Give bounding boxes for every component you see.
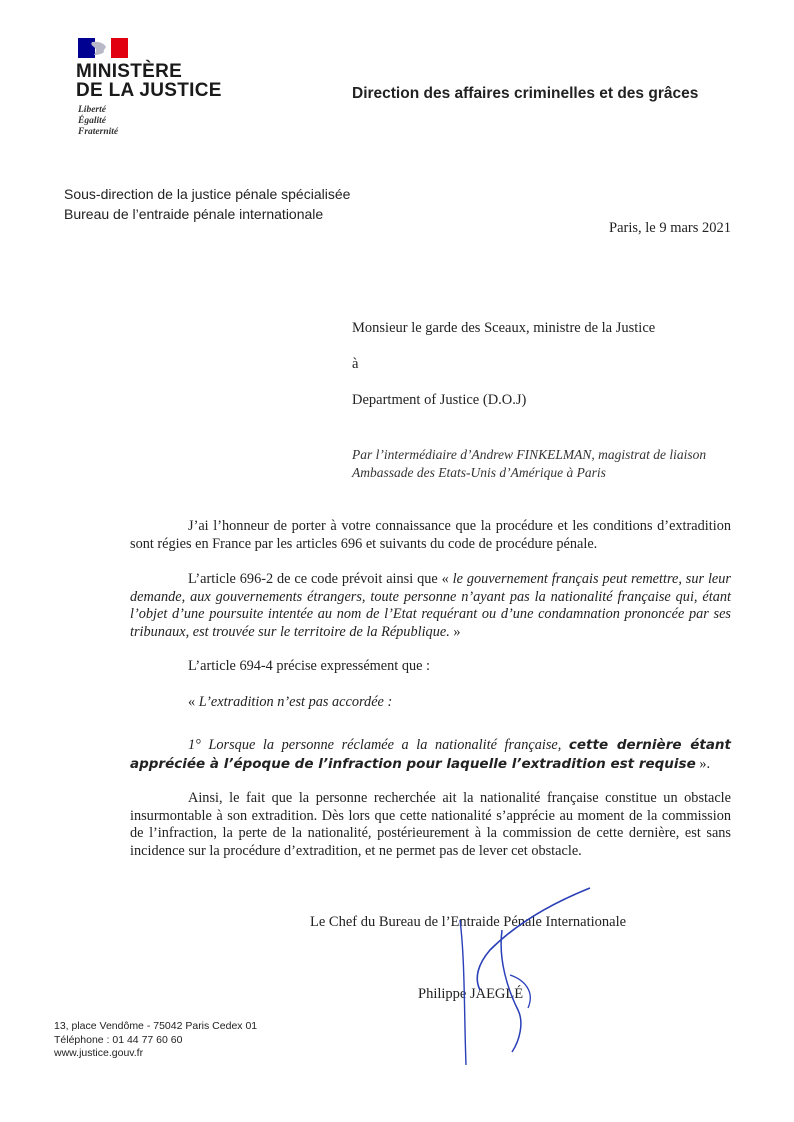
p2-intro: L’article 696-2 de ce code prévoit ainsi que « xyxy=(188,571,453,587)
handwritten-signature xyxy=(440,880,610,1070)
republic-motto xyxy=(78,105,118,138)
body-paragraph-1: J’ai l’honneur de porter à votre connaissance que la procédure et les conditions d’extradition sont régies en France par les articles 696 et suivants du code de procédure pénale. xyxy=(130,518,731,552)
p4-quote: L’extradition n’est pas accordée : xyxy=(198,694,393,710)
footer-contact xyxy=(54,1020,257,1061)
signature-stroke-2 xyxy=(460,920,466,1065)
sender-block xyxy=(64,184,350,224)
body-paragraph-3: L’article 694-4 précise expressément que : xyxy=(188,658,431,674)
letter-date: Paris, le 9 mars 2021 xyxy=(609,220,732,236)
motto-egalite: Égalité xyxy=(78,116,106,126)
flag-blue-band xyxy=(78,38,95,58)
p2-end: » xyxy=(449,623,461,640)
footer-website[interactable]: www.justice.gouv.fr xyxy=(54,1047,144,1059)
address-via-line2: Ambassade des Etats-Unis d’Amérique à Paris xyxy=(352,465,606,480)
marianne-flag-logo xyxy=(78,38,128,58)
address-via-line1: Par l’intermédiaire d’Andrew FINKELMAN, magistrat de liaison xyxy=(352,447,707,462)
p5-bold: cette dernière étant appréciée à l’époque de l’infraction pour laquelle l’extradition est requise xyxy=(130,737,731,772)
p5-italic: 1° Lorsque la personne réclamée a la nationalité française, xyxy=(188,737,569,753)
body-paragraph-4 xyxy=(130,694,731,712)
motto-liberte: Liberté xyxy=(78,105,106,115)
signature-stroke-3 xyxy=(501,930,521,1052)
ministry-name-line2: DE LA JUSTICE xyxy=(76,80,222,101)
body-paragraph-6: Ainsi, le fait que la personne recherchée ait la nationalité française constitue un obstacle insurmontable à son extradition. Dès lors que cette nationalité s’apprécie au moment de la commission de l’infraction, la perte de la nationalité, postérieurement à la commission de cette dernière, est sans incidence sur la procédure d’extradition, et ne permet pas de lever cet obstacle. xyxy=(130,790,731,859)
ministry-name-line1: MINISTÈRE xyxy=(76,61,183,82)
signature-stroke-1 xyxy=(477,888,590,990)
subdirection: Sous-direction de la justice pénale spécialisée xyxy=(64,186,351,202)
signature-stroke-4 xyxy=(510,975,530,1008)
ministry-name xyxy=(76,62,222,100)
address-from: Monsieur le garde des Sceaux, ministre de la Justice xyxy=(352,320,656,336)
direction-title: Direction des affaires criminelles et des grâces xyxy=(352,85,699,102)
footer-phone: Téléphone : 01 44 77 60 60 xyxy=(54,1033,183,1046)
address-to: Department of Justice (D.O.J) xyxy=(352,392,527,408)
address-via xyxy=(352,446,706,482)
signature-title: Le Chef du Bureau de l’Entraide Pénale Internationale xyxy=(310,914,627,930)
p5-end: ». xyxy=(695,756,711,772)
bureau: Bureau de l’entraide pénale internationale xyxy=(64,206,324,222)
body-paragraph-2 xyxy=(130,571,731,641)
motto-fraternite: Fraternité xyxy=(78,127,119,137)
body-paragraph-5 xyxy=(130,736,731,774)
p2-quote: le gouvernement français peut remettre, sur leur demande, aux gouvernements étrangers, toute personne n’ayant pas la nationalité française qui, étant l’objet d’une poursuite intentée au nom de l’Etat requérant ou d’une condamnation prononcée par ses tribunaux, est trouvée sur le territoire de la République. xyxy=(130,571,731,640)
flag-red-band xyxy=(111,38,128,58)
p4-open: « xyxy=(188,694,199,710)
signer-name: Philippe JAEGLÉ xyxy=(418,986,524,1002)
address-to-word: à xyxy=(352,356,359,372)
footer-address: 13, place Vendôme - 75042 Paris Cedex 01 xyxy=(54,1020,258,1032)
